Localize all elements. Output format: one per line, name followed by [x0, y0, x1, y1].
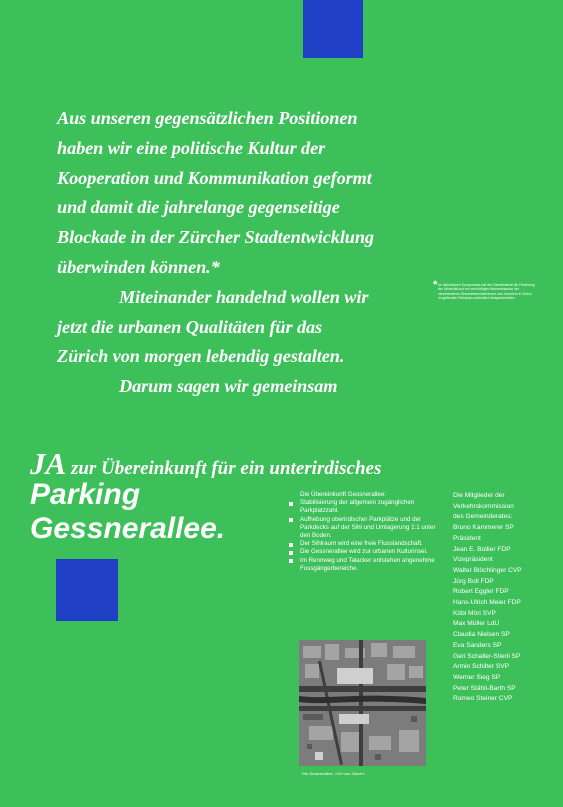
agreement-item: Aufhebung oberirdischer Parkplätze und der Parkdecks auf der Sihl und Umlagerung 1:1 unter den Boden. [289, 516, 439, 541]
blue-square-middle [56, 559, 118, 621]
member-entry: Jürg Boll FDP [453, 577, 494, 585]
agreement-item: Stabilisierung der allgemein zugänglichen Parkplatzzahl. [289, 499, 439, 515]
agreement-item: Die Gessnerallee wird zur urbanen Kulturinsel. [289, 548, 439, 556]
statement-line: Darum sagen wir gemeinsam [119, 376, 338, 397]
statement-line: Aus unseren gegensätzlichen Positionen [57, 108, 358, 128]
agreement-item: Im Rennweg und Talacker entstehen angenehme Fussgängerbereiche. [289, 557, 439, 573]
members-header-line: Die Mitglieder der [453, 492, 505, 499]
blue-square-top [303, 0, 363, 58]
headline-title [30, 478, 225, 546]
statement-text [57, 104, 477, 402]
footnote-asterisk: * [433, 279, 438, 291]
headline-subject: zur Übereinkunft für ein unterirdisches [66, 458, 382, 479]
member-entry: Köbi Möri SVP [453, 609, 496, 617]
members-list [453, 523, 558, 705]
agreement-title: Die Übereinkunft Gessnerallee: [300, 491, 386, 498]
member-entry: Geri Schaller-Stierli SP [453, 652, 521, 660]
member-entry: Werner Sieg SP [453, 673, 501, 681]
member-entry: Jean E. Bollier FDP [453, 545, 511, 553]
members-header-line: des Gemeinderates: [453, 513, 513, 521]
footnote-text: Im historischen Kompromiss hat der Gemeinderat die Förderung der Urbanität und ein vernünftiges Nebeneinander der verschiedenen Strassenbenützerinnen und -benützer in Zürich im geltenden Richtplan verbindlich festgeschrieben. [438, 283, 535, 301]
member-entry: Robert Eggler FDP [453, 588, 509, 596]
member-entry: Hans-Ulrich Meier FDP [453, 599, 521, 607]
statement-line: Blockade in der Zürcher Stadtentwicklung [57, 227, 374, 248]
statement-line: überwinden können.* [57, 256, 220, 277]
statement-line: Miteinander handelnd wollen wir [119, 286, 369, 307]
statement-line: haben wir eine politische Kultur der [57, 137, 326, 158]
headline-ja: JA [30, 446, 67, 481]
aerial-photo-illustration [299, 640, 426, 766]
member-entry: Bruno Kammerer SP [453, 524, 514, 532]
headline-parking: Parking [30, 478, 141, 511]
member-entry: Peter Stähli-Barth SP [453, 684, 516, 692]
statement-line: jetzt die urbanen Qualitäten für das [57, 316, 323, 337]
member-entry: Vizepräsident [453, 556, 493, 564]
commission-members [453, 491, 558, 705]
member-entry: Claudia Nielsen SP [453, 631, 510, 639]
agreement-item: Der Sihlraum wird eine freie Flusslandschaft. [289, 540, 439, 548]
photo-caption: Die Gessnerallee, «Ort von Zürich» [302, 771, 365, 776]
statement-line: und damit die jahrelange gegenseitige [57, 197, 340, 218]
headline-gessnerallee: Gessnerallee. [30, 512, 226, 545]
agreement-block [289, 491, 439, 573]
headline-ja-line [30, 446, 381, 482]
members-header-line: Verkehrskommission [453, 502, 514, 510]
member-entry: Präsident [453, 534, 481, 542]
member-entry: Armin Schilter SVP [453, 663, 510, 671]
member-entry: Walter Blöchlinger CVP [453, 566, 522, 574]
member-entry: Max Müller LdU [453, 620, 500, 628]
member-entry: Romeo Steiner CVP [453, 695, 513, 703]
aerial-photo [299, 640, 426, 766]
statement-line: Zürich von morgen lebendig gestalten. [57, 346, 345, 367]
statement-line: Kooperation und Kommunikation geformt [57, 167, 372, 188]
member-entry: Eva Sanders SP [453, 641, 502, 649]
agreement-list [289, 499, 439, 573]
